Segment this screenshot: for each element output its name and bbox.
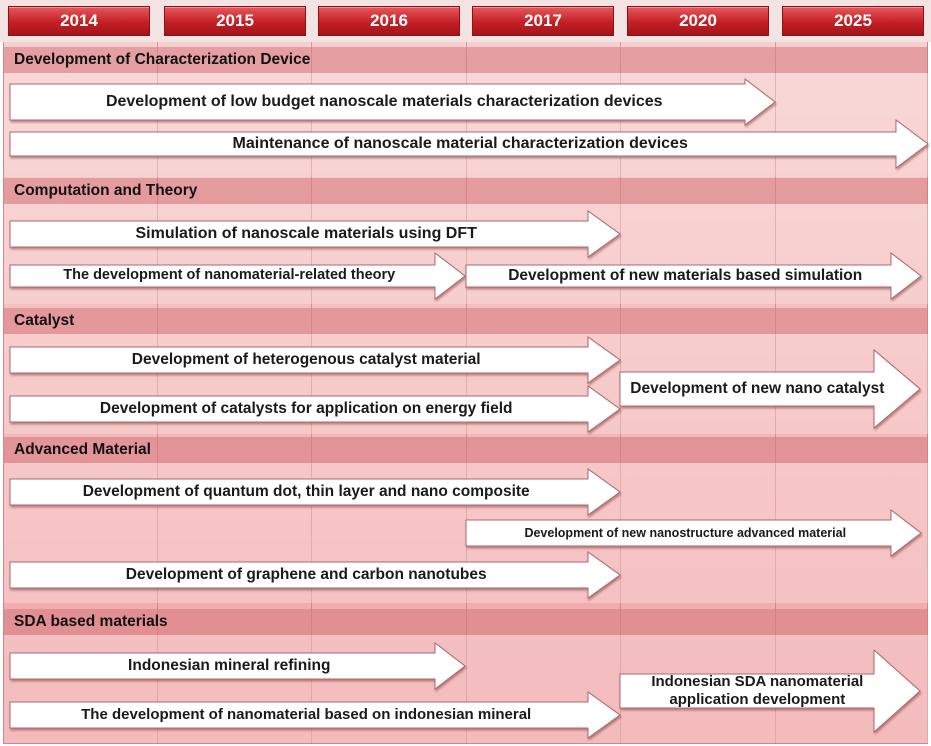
- year-2015: 2015: [164, 6, 306, 36]
- arrow-label: The development of nanomaterial based on indonesian mineral: [81, 706, 532, 723]
- arrow-label: Maintenance of nanoscale material characterization devices: [232, 135, 688, 153]
- arrow-label: Development of new nanostructure advanced material: [524, 525, 847, 540]
- year-2025: 2025: [782, 6, 924, 36]
- year-2020: 2020: [627, 6, 769, 36]
- arrow-new-nano-catalyst: [620, 350, 920, 428]
- arrow-label: The development of nanomaterial-related theory: [63, 267, 396, 284]
- section-header-computation: Computation and Theory: [4, 178, 928, 204]
- section-header-sda-materials: SDA based materials: [4, 609, 928, 635]
- arrow-label: Development of new nano catalyst: [630, 379, 885, 397]
- arrow-maintenance-devices: [10, 120, 928, 168]
- section-header-catalyst: Catalyst: [4, 308, 928, 334]
- arrow-sda-application: [620, 650, 920, 732]
- arrow-indonesian-mineral-nanomaterial: [10, 692, 620, 738]
- arrow-heterogenous-catalyst: [10, 337, 620, 383]
- arrow-graphene-nanotubes: [10, 552, 620, 598]
- arrow-label: Indonesian SDA nanomaterial application development: [651, 673, 864, 708]
- arrow-label: Development of low budget nanoscale materials characterization devices: [105, 93, 663, 111]
- arrow-label: Development of heterogenous catalyst material: [131, 350, 481, 368]
- section-header-characterization: Development of Characterization Device: [4, 47, 928, 73]
- year-2014: 2014: [8, 6, 150, 36]
- arrow-label: Development of quantum dot, thin layer and nano composite: [82, 482, 530, 500]
- arrow-energy-catalysts: [10, 386, 620, 432]
- arrow-label: Indonesian mineral refining: [128, 656, 331, 674]
- arrow-theory-development: [10, 253, 465, 299]
- arrow-label: Development of new materials based simulation: [508, 266, 863, 284]
- arrow-low-budget-devices: [10, 79, 775, 125]
- arrow-label: Development of catalysts for application on energy field: [99, 399, 513, 417]
- arrow-label: Simulation of nanoscale materials using DFT: [135, 225, 477, 243]
- arrow-dft-simulation: [10, 211, 620, 257]
- arrow-materials-simulation: [466, 253, 921, 299]
- arrow-nanostructure-material: [466, 510, 921, 556]
- arrow-quantum-dot: [10, 469, 620, 515]
- arrow-mineral-refining: [10, 643, 465, 689]
- year-2016: 2016: [318, 6, 460, 36]
- year-2017: 2017: [472, 6, 614, 36]
- section-header-advanced-material: Advanced Material: [4, 437, 928, 463]
- arrow-label: Development of graphene and carbon nanotubes: [125, 565, 487, 583]
